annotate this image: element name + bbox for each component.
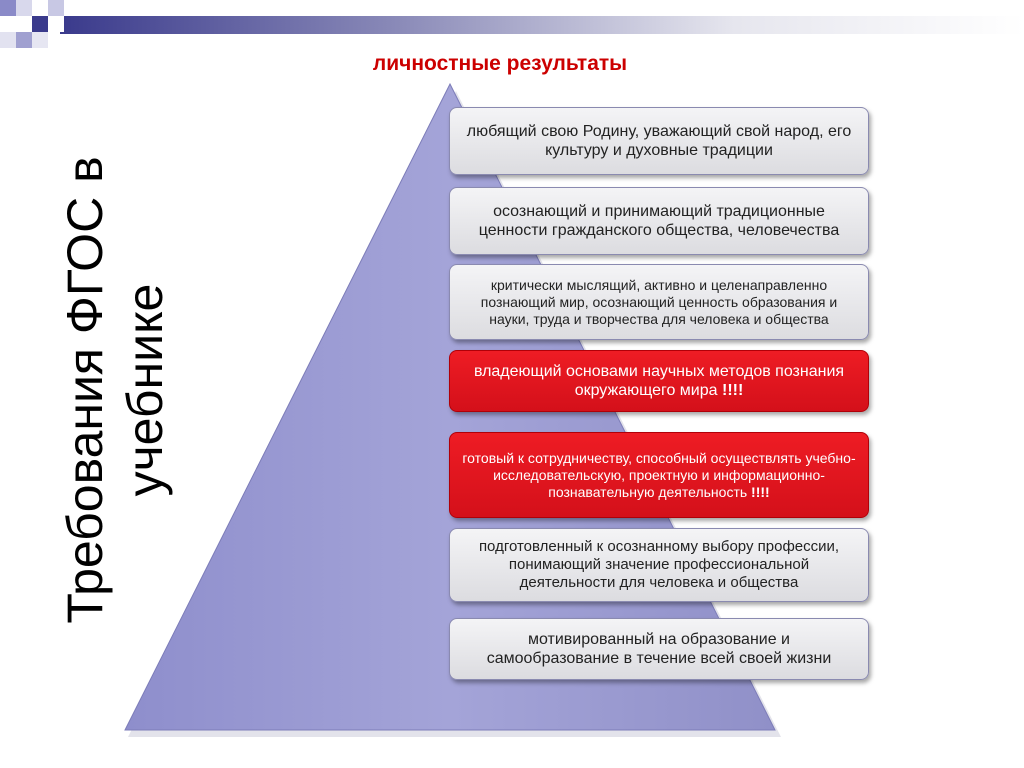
box-text: владеющий основами научных методов познания окружающего мира xyxy=(473,363,845,399)
slide-title: личностные результаты xyxy=(372,52,628,75)
box-cooperation xyxy=(449,432,869,518)
heading-text: Требования ФГОС в учебнике xyxy=(57,156,173,624)
box-text: осознающий и принимающий традиционные ценности гражданского общества, человечества xyxy=(478,203,840,239)
box-emphasis: !!!! xyxy=(721,382,744,399)
box-text: готовый к сотрудничеству, способный осуществлять учебно-исследовательскую, проектную и информационно-познавательную деятельность xyxy=(462,449,856,500)
box-self-education xyxy=(449,618,869,680)
box-traditional-values xyxy=(449,187,869,255)
box-emphasis: !!!! xyxy=(751,483,770,500)
box-text: критически мыслящий, активно и целенаправленно познающий мир, осознающий ценность образования и науки, труда и творчества для человека и общества xyxy=(480,276,838,327)
vertical-heading xyxy=(55,140,175,640)
box-text-wrap xyxy=(462,362,856,400)
box-text: подготовленный к осознанному выбору профессии, понимающий значение профессиональной деятельности для человека и общества xyxy=(478,538,840,591)
box-text: мотивированный на образование и самообразование в течение всей своей жизни xyxy=(486,631,832,667)
box-critical-thinking xyxy=(449,264,869,340)
box-text: любящий свою Родину, уважающий свой народ, его культуру и духовные традиции xyxy=(466,123,852,159)
box-love-homeland xyxy=(449,107,869,175)
box-scientific-methods xyxy=(449,350,869,412)
box-text-wrap xyxy=(462,450,856,501)
box-profession-choice xyxy=(449,528,869,602)
